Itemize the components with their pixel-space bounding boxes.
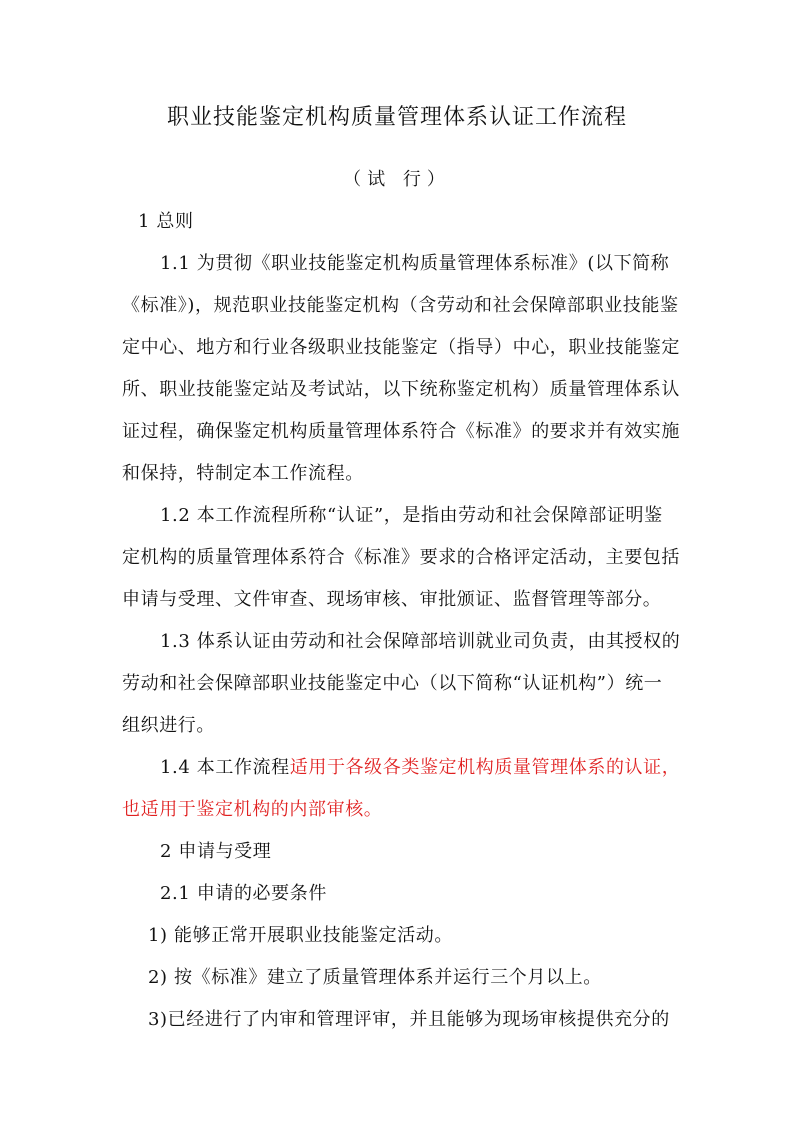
paragraph-line: 组织进行。	[122, 715, 215, 736]
paragraph-line: 劳动和社会保障部职业技能鉴定中心（以下简称“认证机构”）统一	[122, 673, 663, 694]
list-item: 3)已经进行了内审和管理评审，并且能够为现场审核提供充分的	[148, 1009, 670, 1030]
page-title: 职业技能鉴定机构质量管理体系认证工作流程	[166, 105, 627, 130]
highlighted-text: 也适用于鉴定机构的内部审核。	[122, 799, 383, 820]
paragraph-line	[160, 753, 720, 783]
paragraph-line: 所、职业技能鉴定站及考试站，以下统称鉴定机构）质量管理体系认	[122, 379, 680, 400]
section-heading-1: 1 总则	[138, 211, 194, 232]
paragraph-line: 和保持，特制定本工作流程。	[122, 463, 364, 484]
paragraph-prefix: 1.4 本工作流程	[160, 757, 290, 778]
page-subtitle: （试 行）	[343, 169, 451, 190]
paragraph-line: 证过程，确保鉴定机构质量管理体系符合《标准》的要求并有效实施	[122, 421, 680, 442]
paragraph-line: 定机构的质量管理体系符合《标准》要求的合格评定活动，主要包括	[122, 547, 680, 568]
paragraph-line: 定中心、地方和行业各级职业技能鉴定（指导）中心，职业技能鉴定	[122, 337, 680, 358]
paragraph-line: 1.2 本工作流程所称“认证”，是指由劳动和社会保障部证明鉴	[160, 505, 663, 526]
paragraph-line: 1.1 为贯彻《职业技能鉴定机构质量管理体系标准》(以下简称	[160, 253, 670, 274]
highlighted-text: 适用于各级各类鉴定机构质量管理体系的认证，	[289, 757, 681, 778]
paragraph-line: 申请与受理、文件审查、现场审核、审批颁证、监督管理等部分。	[122, 589, 662, 610]
list-item: 2) 按《标准》建立了质量管理体系并运行三个月以上。	[148, 967, 602, 988]
paragraph-line: 1.3 体系认证由劳动和社会保障部培训就业司负责，由其授权的	[160, 631, 681, 652]
subsection-heading-2-1: 2.1 申请的必要条件	[160, 883, 327, 904]
section-heading-2: 2 申请与受理	[160, 841, 272, 862]
list-item: 1) 能够正常开展职业技能鉴定活动。	[148, 925, 453, 946]
paragraph-line: 《标准》)，规范职业技能鉴定机构（含劳动和社会保障部职业技能鉴	[122, 295, 679, 316]
